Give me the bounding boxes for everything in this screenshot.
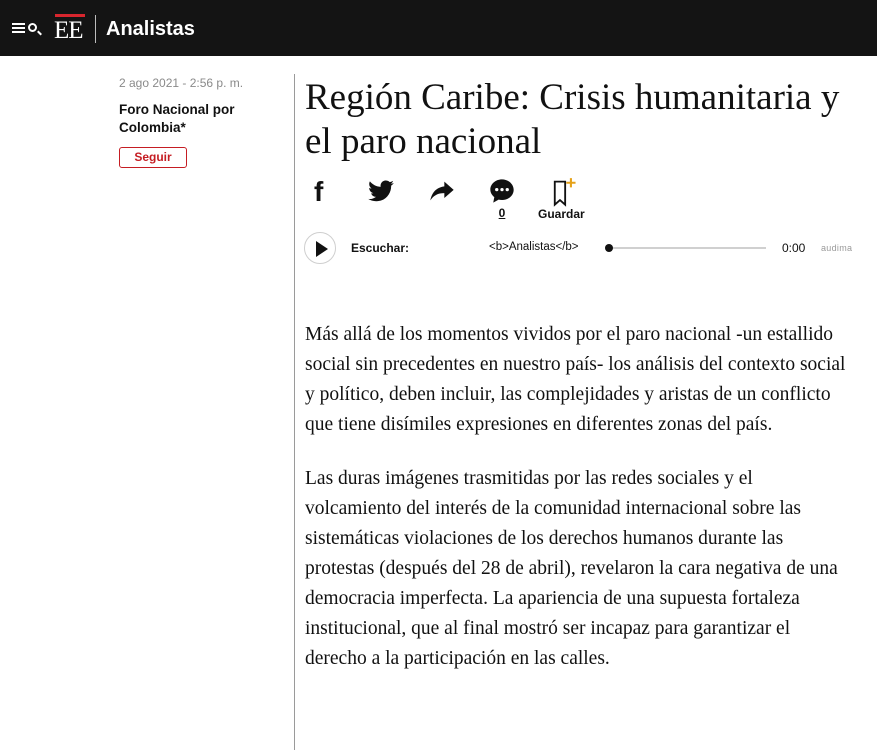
listen-label: Escuchar: (351, 241, 410, 255)
search-icon (28, 23, 37, 32)
save-label[interactable]: Guardar (538, 207, 585, 221)
track-title: <b>Analistas</b> (489, 241, 579, 253)
play-button[interactable] (304, 232, 336, 264)
article-body (305, 320, 850, 698)
article-paragraph: Más allá de los momentos vividos por el paro nacional -un estallido social sin precedentes en nuestro país- los análisis del contexto social y político, deben incluir, las complejidades y aristas de un conflicto que tiene disímiles expresiones en diferentes zonas del país. (305, 324, 846, 435)
top-bar (0, 0, 877, 56)
bookmark-plus-shape (550, 177, 578, 207)
comment-icon[interactable] (488, 177, 516, 207)
bookmark-icon[interactable] (550, 177, 578, 207)
audio-progress-bar[interactable] (609, 247, 766, 249)
menu-icon (12, 23, 25, 33)
header-divider (95, 15, 96, 43)
twitter-bird-shape (367, 177, 395, 205)
follow-button[interactable]: Seguir (119, 147, 187, 168)
author-name[interactable]: Foro Nacional por Colombia* (119, 102, 235, 135)
column-divider (294, 74, 295, 750)
play-icon (316, 241, 328, 257)
menu-search-button[interactable] (10, 20, 42, 40)
audio-progress-knob[interactable] (605, 244, 613, 252)
audio-brand-logo: audima (821, 243, 853, 253)
article-paragraph: Las duras imágenes trasmitidas por las redes sociales y el volcamiento del interés de la comunidad internacional sobre las sistemáticas violaciones de los derechos humanos durante las protestas (después del 28 de abril), revelaron la cara negativa de una democracia imperfecta. La apariencia de una supuesta fortaleza institucional, que al final mostró ser incapaz para garantizar el derecho a la participación en las calles. (305, 468, 838, 669)
comment-count[interactable]: 0 (498, 206, 506, 220)
publish-date: 2 ago 2021 - 2:56 p. m. (119, 76, 244, 90)
logo-letters: EE (54, 17, 83, 44)
twitter-icon[interactable] (367, 177, 397, 207)
section-title[interactable]: Analistas (106, 18, 195, 40)
site-logo[interactable] (54, 14, 88, 44)
facebook-icon[interactable]: f (314, 176, 324, 207)
share-icon[interactable] (428, 177, 456, 207)
article-headline: Región Caribe: Crisis humanitaria y el paro nacional (305, 77, 840, 162)
audio-time: 0:00 (782, 241, 806, 255)
comment-bubble-shape (488, 177, 516, 205)
share-arrow-shape (428, 177, 456, 205)
